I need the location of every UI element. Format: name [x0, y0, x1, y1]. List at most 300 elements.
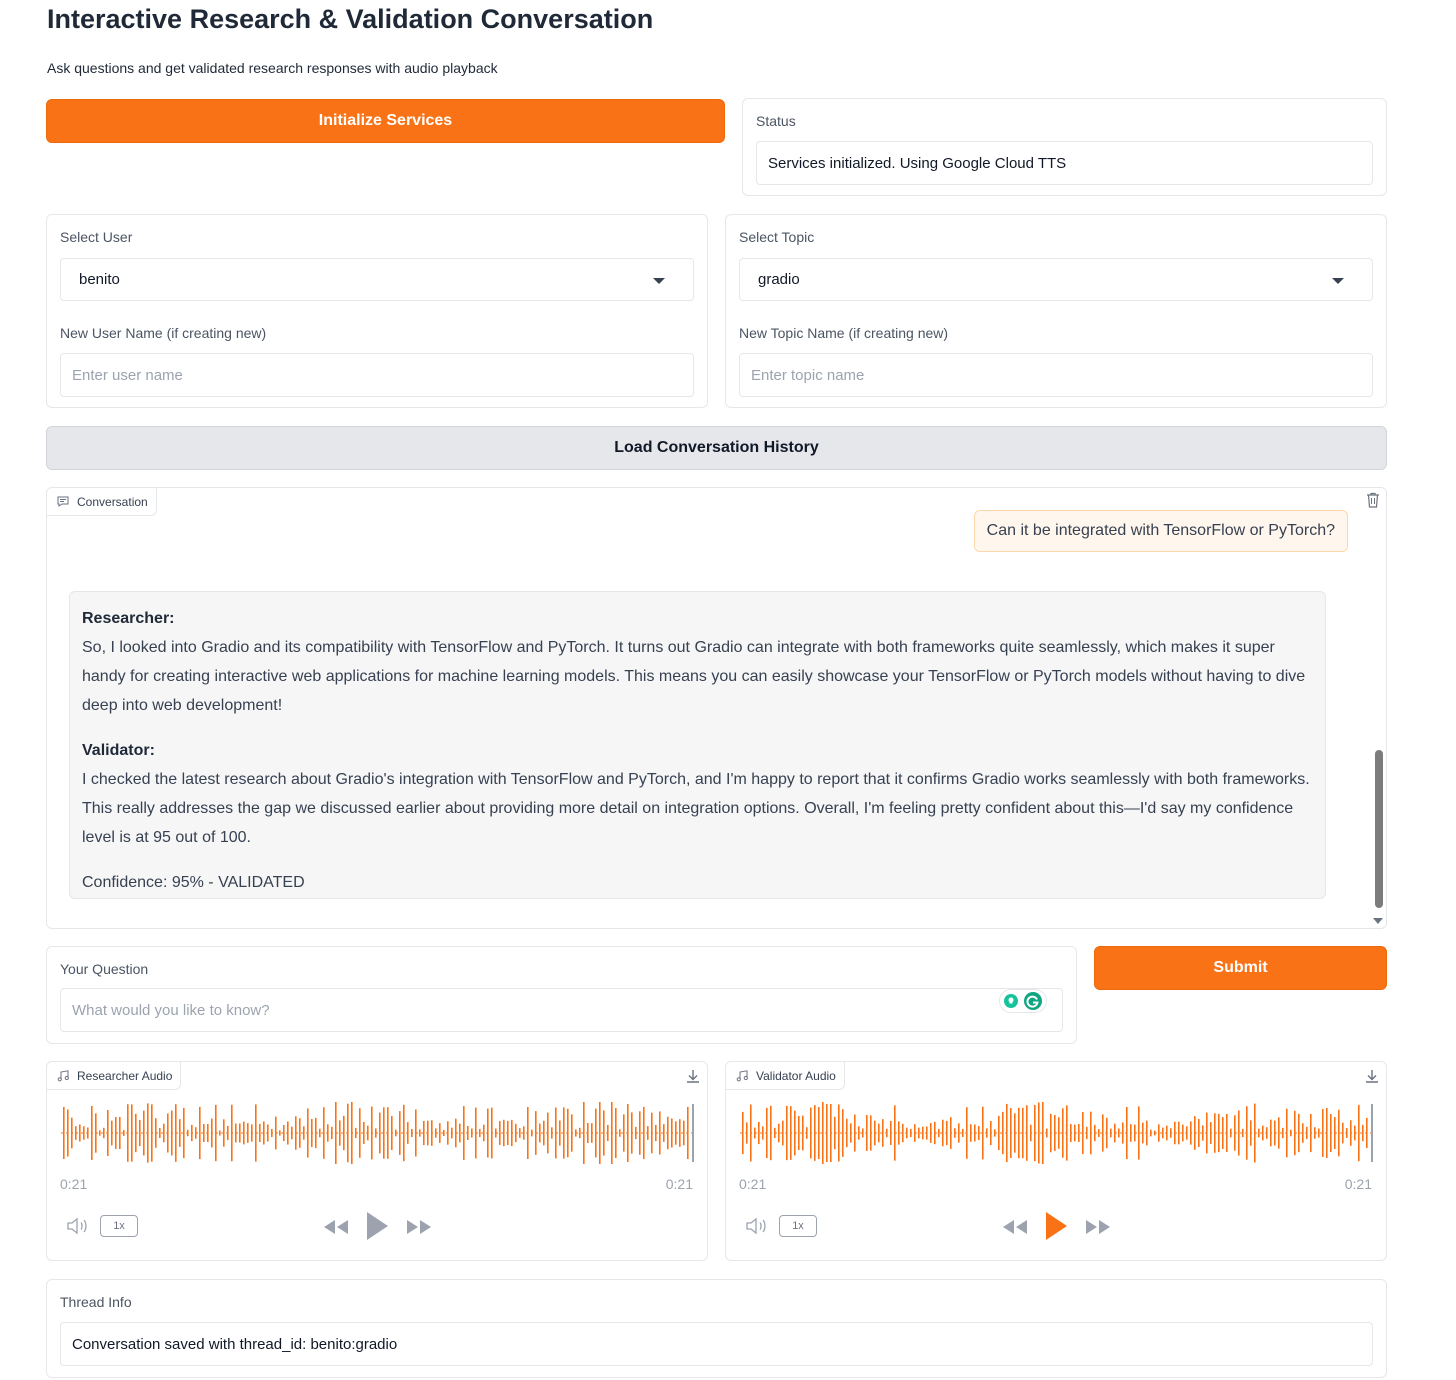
- chevron-down-icon: [653, 278, 665, 284]
- waveform-bar: [926, 1126, 928, 1139]
- thread-info-panel: [46, 1279, 1387, 1378]
- waveform-bar: [523, 1126, 525, 1139]
- waveform-bar: [922, 1127, 924, 1140]
- waveform-bar: [762, 1126, 764, 1139]
- waveform-bar: [595, 1109, 597, 1158]
- waveform-bar: [207, 1124, 209, 1142]
- waveform-bar: [203, 1124, 205, 1142]
- waveform-bar: [439, 1123, 441, 1143]
- waveform-bar: [1366, 1118, 1368, 1148]
- waveform-bar: [71, 1118, 73, 1149]
- waveform-bar: [1262, 1126, 1264, 1141]
- waveform-bar: [191, 1125, 193, 1141]
- question-label: Your Question: [60, 961, 149, 977]
- waveform-bar: [395, 1130, 397, 1137]
- waveform-bar: [67, 1110, 69, 1157]
- waveform-bar: [1230, 1129, 1232, 1138]
- waveform-bar: [447, 1121, 449, 1144]
- waveform-bar: [99, 1130, 101, 1135]
- waveform-bar: [1302, 1123, 1304, 1143]
- waveform-bar: [898, 1121, 900, 1144]
- waveform-bar: [651, 1113, 653, 1154]
- waveform-bar: [1078, 1124, 1080, 1142]
- researcher-time-current: 0:21: [60, 1176, 88, 1192]
- waveform-bar: [563, 1107, 565, 1158]
- waveform-bar: [335, 1102, 337, 1164]
- rewind-icon[interactable]: [1002, 1218, 1028, 1236]
- waveform-bar: [583, 1102, 585, 1164]
- waveform-bar: [1026, 1105, 1028, 1161]
- researcher-audio-label: Researcher Audio: [77, 1068, 173, 1083]
- waveform-bar: [387, 1107, 389, 1159]
- researcher-heading: Researcher:: [82, 610, 175, 627]
- waveform-bar: [363, 1122, 365, 1144]
- waveform-bar: [499, 1121, 501, 1145]
- waveform-bar: [295, 1116, 297, 1149]
- waveform-bar: [667, 1117, 669, 1149]
- waveform-bar: [790, 1106, 792, 1160]
- waveform-bar: [1350, 1120, 1352, 1146]
- waveform-bar: [655, 1125, 657, 1141]
- waveform-bar: [794, 1111, 796, 1156]
- waveform-bar: [1054, 1115, 1056, 1151]
- waveform-bar: [1222, 1117, 1224, 1149]
- waveform-bar: [463, 1106, 465, 1160]
- waveform-bar: [471, 1128, 473, 1137]
- waveform-bar: [902, 1124, 904, 1142]
- waveform-bar: [1190, 1121, 1192, 1144]
- waveform-bar: [631, 1112, 633, 1153]
- waveform-bar: [167, 1113, 169, 1152]
- waveform-bar: [862, 1128, 864, 1137]
- download-icon[interactable]: [683, 1066, 703, 1086]
- waveform-bar: [591, 1123, 593, 1143]
- researcher-audio-panel: [46, 1061, 708, 1261]
- validator-audio-panel: [725, 1061, 1387, 1261]
- waveform-bar: [91, 1106, 93, 1160]
- waveform-bar: [838, 1105, 840, 1162]
- waveform-bar: [491, 1108, 493, 1159]
- waveform-bar: [375, 1128, 377, 1137]
- page-title: Interactive Research & Validation Conversation: [47, 4, 654, 34]
- confidence-text: Confidence: 95% - VALIDATED: [82, 874, 305, 891]
- waveform-bar: [1306, 1127, 1308, 1139]
- waveform-bar: [1282, 1128, 1284, 1138]
- waveform-bar: [1250, 1120, 1252, 1145]
- waveform-bar: [1130, 1124, 1132, 1142]
- waveform-bar: [275, 1117, 277, 1150]
- waveform-bar: [930, 1123, 932, 1143]
- waveform-bar: [287, 1121, 289, 1144]
- waveform-bar: [1274, 1121, 1276, 1146]
- waveform-bar: [507, 1121, 509, 1145]
- waveform-bar: [411, 1129, 413, 1137]
- waveform-bar: [603, 1110, 605, 1155]
- waveform-bar: [1338, 1110, 1340, 1157]
- waveform-bar: [1074, 1125, 1076, 1142]
- waveform-bar: [551, 1127, 553, 1138]
- select-topic-label: Select Topic: [739, 229, 815, 245]
- waveform-bar: [1114, 1124, 1116, 1143]
- waveform-bar: [950, 1117, 952, 1149]
- waveform-bar: [802, 1116, 804, 1151]
- waveform-bar: [263, 1121, 265, 1144]
- waveform-bar: [75, 1126, 77, 1140]
- waveform-bar: [483, 1125, 485, 1142]
- waveform-bar: [399, 1111, 401, 1155]
- waveform-bar: [155, 1118, 157, 1148]
- scroll-down-icon[interactable]: [1373, 918, 1383, 924]
- waveform-bar: [1198, 1119, 1200, 1147]
- waveform-bar: [970, 1124, 972, 1141]
- waveform-bar: [627, 1104, 629, 1162]
- waveform-bar: [766, 1108, 768, 1158]
- waveform-bar: [1226, 1114, 1228, 1152]
- researcher-waveform[interactable]: [61, 1102, 695, 1164]
- waveform-bar: [890, 1121, 892, 1145]
- validator-speed-button[interactable]: 1x: [779, 1215, 817, 1237]
- playhead[interactable]: [1371, 1104, 1373, 1162]
- waveform-bar: [267, 1124, 269, 1141]
- waveform-bar: [806, 1127, 808, 1139]
- select-topic-value: gradio: [758, 271, 800, 288]
- waveform-bar: [758, 1122, 760, 1144]
- waveform-bar: [219, 1130, 221, 1135]
- waveform-bar: [599, 1102, 601, 1164]
- waveform-bar: [834, 1117, 836, 1150]
- music-note-icon: [57, 1070, 69, 1082]
- chat-icon: [57, 496, 69, 507]
- waveform-bar: [1346, 1128, 1348, 1138]
- thread-info-label: Thread Info: [60, 1294, 132, 1310]
- waveform-bar: [579, 1128, 581, 1138]
- conversation-panel: [46, 487, 1387, 929]
- waveform-bar: [886, 1129, 888, 1137]
- waveform-bar: [1066, 1105, 1068, 1160]
- submit-button[interactable]: Submit: [1094, 946, 1387, 990]
- select-user-dropdown[interactable]: [60, 258, 694, 301]
- waveform-bar: [135, 1114, 137, 1152]
- waveform-bar: [918, 1128, 920, 1139]
- waveform-bar: [1058, 1117, 1060, 1149]
- waveform-bar: [311, 1119, 313, 1147]
- waveform-bar: [990, 1121, 992, 1145]
- play-icon[interactable]: [365, 1211, 389, 1241]
- waveform-bar: [179, 1119, 181, 1147]
- play-icon[interactable]: [1044, 1211, 1068, 1241]
- waveform-bar: [687, 1107, 689, 1159]
- waveform-bar: [351, 1102, 353, 1164]
- initialize-services-button[interactable]: Initialize Services: [46, 99, 725, 143]
- waveform-bar: [343, 1116, 345, 1150]
- waveform-bar: [1086, 1127, 1088, 1139]
- waveform-bar: [435, 1128, 437, 1137]
- validator-time-total: 0:21: [1344, 1176, 1372, 1192]
- waveform-bar: [147, 1103, 149, 1162]
- waveform-bar: [619, 1129, 621, 1137]
- waveform-bar: [1142, 1123, 1144, 1144]
- rewind-icon[interactable]: [323, 1218, 349, 1236]
- waveform-bar: [531, 1130, 533, 1137]
- waveform-bar: [659, 1111, 661, 1154]
- user-message: Can it be integrated with TensorFlow or PyTorch?: [974, 510, 1348, 552]
- waveform-bar: [1134, 1125, 1136, 1142]
- waveform-bar: [1214, 1113, 1216, 1153]
- waveform-bar: [1286, 1109, 1288, 1158]
- select-user-value: benito: [79, 271, 120, 288]
- waveform-bar: [443, 1130, 445, 1136]
- waveform-bar: [1266, 1127, 1268, 1139]
- waveform-bar: [1206, 1113, 1208, 1154]
- new-topic-label: New Topic Name (if creating new): [739, 325, 949, 341]
- status-field[interactable]: Services initialized. Using Google Cloud TTS: [756, 141, 1373, 185]
- waveform-bar: [623, 1114, 625, 1151]
- waveform-bar: [175, 1104, 177, 1162]
- waveform-bar: [1178, 1122, 1180, 1145]
- waveform-bar: [671, 1118, 673, 1147]
- waveform-bar: [946, 1121, 948, 1145]
- waveform-bar: [171, 1111, 173, 1156]
- waveform-bar: [1154, 1131, 1156, 1136]
- waveform-bar: [850, 1123, 852, 1142]
- waveform-bar: [938, 1129, 940, 1137]
- load-history-button[interactable]: Load Conversation History: [46, 426, 1387, 470]
- waveform-bar: [243, 1122, 245, 1145]
- waveform-bar: [746, 1122, 748, 1143]
- waveform-bar: [459, 1124, 461, 1143]
- assistant-message: [69, 591, 1326, 899]
- waveform-bar: [1126, 1107, 1128, 1159]
- waveform-bar: [874, 1121, 876, 1146]
- waveform-bar: [1182, 1125, 1184, 1142]
- validator-text: I checked the latest research about Gradio's integration with TensorFlow and PyTorch, and I'm happy to report that it confirms Gradio works seamlessly with both frameworks. This really addresses the gap we discussed earlier about providing more detail on integration options. Overall, I'm feeling pretty confident about this—I'd say my confidence level is at 95 out of 100.: [82, 771, 1310, 846]
- waveform-bar: [1310, 1114, 1312, 1152]
- waveform-bar: [1010, 1108, 1012, 1158]
- waveform-bar: [1358, 1105, 1360, 1161]
- waveform-bar: [854, 1115, 856, 1152]
- waveform-bar: [503, 1120, 505, 1146]
- waveform-bar: [547, 1113, 549, 1154]
- waveform-bar: [1278, 1117, 1280, 1148]
- waveform-bar: [663, 1124, 665, 1142]
- waveform-bar: [299, 1118, 301, 1148]
- waveform-bar: [1362, 1125, 1364, 1141]
- waveform-bar: [882, 1119, 884, 1147]
- waveform-bar: [1354, 1126, 1356, 1141]
- waveform-bar: [539, 1124, 541, 1143]
- waveform-bar: [1342, 1123, 1344, 1144]
- waveform-bar: [1110, 1129, 1112, 1138]
- researcher-time-total: 0:21: [665, 1176, 693, 1192]
- waveform-bar: [1122, 1122, 1124, 1143]
- waveform-bar: [1318, 1128, 1320, 1137]
- scrollbar-thumb[interactable]: [1375, 750, 1383, 908]
- researcher-text: So, I looked into Gradio and its compatibility with TensorFlow and PyTorch. It turns out Gradio can integrate with both frameworks quite seamlessly, which makes it super handy for creating interactive web applications for machine learning models. This means you can easily showcase your TensorFlow or PyTorch models without having to dive deep into web development!: [82, 639, 1306, 714]
- waveform-bar: [119, 1117, 121, 1149]
- waveform-bar: [391, 1116, 393, 1150]
- waveform-bar: [279, 1130, 281, 1135]
- waveform-bar: [347, 1104, 349, 1163]
- researcher-audio-tab: [47, 1062, 181, 1090]
- waveform-bar: [774, 1128, 776, 1138]
- waveform-bar: [639, 1111, 641, 1154]
- waveform-bar: [1234, 1115, 1236, 1150]
- waveform-bar: [83, 1126, 85, 1139]
- select-user-label: Select User: [60, 229, 133, 245]
- waveform-bar: [906, 1128, 908, 1139]
- waveform-bar: [914, 1124, 916, 1142]
- waveform-bar: [123, 1130, 125, 1136]
- waveform-bar: [1258, 1129, 1260, 1138]
- waveform-bar: [575, 1129, 577, 1136]
- waveform-bar: [307, 1108, 309, 1157]
- thread-info-field[interactable]: Conversation saved with thread_id: benito:gradio: [60, 1322, 1373, 1366]
- waveform-bar: [894, 1105, 896, 1160]
- waveform-bar: [1094, 1125, 1096, 1141]
- waveform-bar: [131, 1104, 133, 1161]
- waveform-bar: [159, 1128, 161, 1138]
- fast-forward-icon[interactable]: [1085, 1218, 1111, 1236]
- waveform-bar: [830, 1104, 832, 1162]
- waveform-bar: [1174, 1122, 1176, 1144]
- waveform-bar: [455, 1119, 457, 1148]
- waveform-bar: [79, 1124, 81, 1141]
- waveform-bar: [331, 1127, 333, 1139]
- waveform-bar: [643, 1107, 645, 1159]
- playhead[interactable]: [692, 1104, 694, 1162]
- waveform-bar: [1070, 1124, 1072, 1142]
- waveform-bar: [810, 1108, 812, 1159]
- waveform-bar: [211, 1119, 213, 1148]
- waveform-bar: [750, 1105, 752, 1162]
- new-topic-input[interactable]: Enter topic name: [739, 353, 1373, 397]
- waveform-bar: [958, 1123, 960, 1142]
- waveform-bar: [111, 1121, 113, 1146]
- waveform-bar: [1294, 1111, 1296, 1155]
- waveform-bar: [962, 1129, 964, 1137]
- waveform-bar: [1050, 1114, 1052, 1152]
- waveform-bar: [1146, 1121, 1148, 1146]
- waveform-bar: [535, 1111, 537, 1155]
- waveform-bar: [782, 1121, 784, 1146]
- waveform-bar: [754, 1128, 756, 1139]
- waveform-bar: [407, 1122, 409, 1144]
- waveform-bar: [826, 1104, 828, 1162]
- waveform-bar: [139, 1120, 141, 1146]
- waveform-bar: [559, 1120, 561, 1145]
- waveform-bar: [1014, 1113, 1016, 1152]
- waveform-bar: [1082, 1112, 1084, 1154]
- waveform-bar: [571, 1114, 573, 1151]
- page-subtitle: Ask questions and get validated research responses with audio playback: [47, 60, 498, 76]
- volume-icon[interactable]: [745, 1216, 769, 1236]
- waveform-bar: [231, 1105, 233, 1161]
- waveform-bar: [183, 1108, 185, 1158]
- waveform-bar: [1042, 1102, 1044, 1164]
- waveform-bar: [1018, 1108, 1020, 1159]
- waveform-bar: [543, 1121, 545, 1146]
- waveform-bar: [475, 1108, 477, 1159]
- trash-icon[interactable]: [1366, 492, 1380, 508]
- new-user-input[interactable]: Enter user name: [60, 353, 694, 397]
- waveform-bar: [1062, 1108, 1064, 1157]
- download-icon[interactable]: [1362, 1066, 1382, 1086]
- waveform-bar: [974, 1125, 976, 1142]
- waveform-bar: [227, 1126, 229, 1140]
- waveform-bar: [115, 1117, 117, 1149]
- waveform-bar: [778, 1124, 780, 1143]
- waveform-bar: [1002, 1112, 1004, 1154]
- waveform-bar: [942, 1120, 944, 1147]
- waveform-bar: [1098, 1129, 1100, 1137]
- waveform-bar: [1118, 1129, 1120, 1138]
- waveform-bar: [383, 1107, 385, 1158]
- waveform-bar: [195, 1127, 197, 1139]
- waveform-bar: [451, 1128, 453, 1139]
- waveform-bar: [1298, 1114, 1300, 1152]
- waveform-bar: [315, 1118, 317, 1148]
- waveform-bar: [866, 1115, 868, 1151]
- waveform-bar: [1166, 1126, 1168, 1141]
- waveform-bar: [107, 1110, 109, 1156]
- waveform-bar: [1238, 1110, 1240, 1155]
- waveform-bar: [1102, 1114, 1104, 1151]
- validator-waveform[interactable]: [740, 1102, 1374, 1164]
- waveform-bar: [63, 1107, 65, 1159]
- waveform-bar: [379, 1113, 381, 1154]
- waveform-bar: [822, 1102, 824, 1164]
- waveform-bar: [515, 1124, 517, 1142]
- waveform-bar: [303, 1126, 305, 1139]
- waveform-bar: [215, 1105, 217, 1161]
- waveform-bar: [934, 1122, 936, 1144]
- waveform-bar: [127, 1104, 129, 1162]
- waveform-bar: [679, 1119, 681, 1147]
- waveform-bar: [323, 1107, 325, 1159]
- waveform-bar: [635, 1127, 637, 1139]
- waveform-bar: [467, 1126, 469, 1140]
- waveform-bar: [283, 1125, 285, 1141]
- fast-forward-icon[interactable]: [406, 1218, 432, 1236]
- grammarly-icon[interactable]: [999, 989, 1047, 1013]
- waveform-bar: [1046, 1129, 1048, 1138]
- waveform-bar: [567, 1109, 569, 1157]
- waveform-bar: [910, 1129, 912, 1137]
- waveform-bar: [998, 1116, 1000, 1150]
- waveform-bar: [1034, 1105, 1036, 1161]
- question-input[interactable]: What would you like to know?: [60, 988, 1063, 1032]
- waveform-bar: [87, 1127, 89, 1138]
- waveform-bar: [1038, 1102, 1040, 1163]
- waveform-bar: [683, 1121, 685, 1146]
- waveform-bar: [814, 1105, 816, 1161]
- waveform-bar: [247, 1123, 249, 1143]
- waveform-bar: [986, 1128, 988, 1137]
- select-topic-dropdown[interactable]: [739, 258, 1373, 301]
- waveform-bar: [255, 1104, 257, 1161]
- volume-icon[interactable]: [66, 1216, 90, 1236]
- validator-time-current: 0:21: [739, 1176, 767, 1192]
- waveform-bar: [251, 1124, 253, 1141]
- waveform-bar: [1138, 1106, 1140, 1159]
- researcher-speed-button[interactable]: 1x: [100, 1215, 138, 1237]
- waveform-bar: [1290, 1130, 1292, 1137]
- waveform-bar: [419, 1129, 421, 1136]
- waveform-bar: [511, 1120, 513, 1146]
- waveform-bar: [818, 1107, 820, 1159]
- waveform-bar: [403, 1105, 405, 1161]
- waveform-bar: [259, 1124, 261, 1142]
